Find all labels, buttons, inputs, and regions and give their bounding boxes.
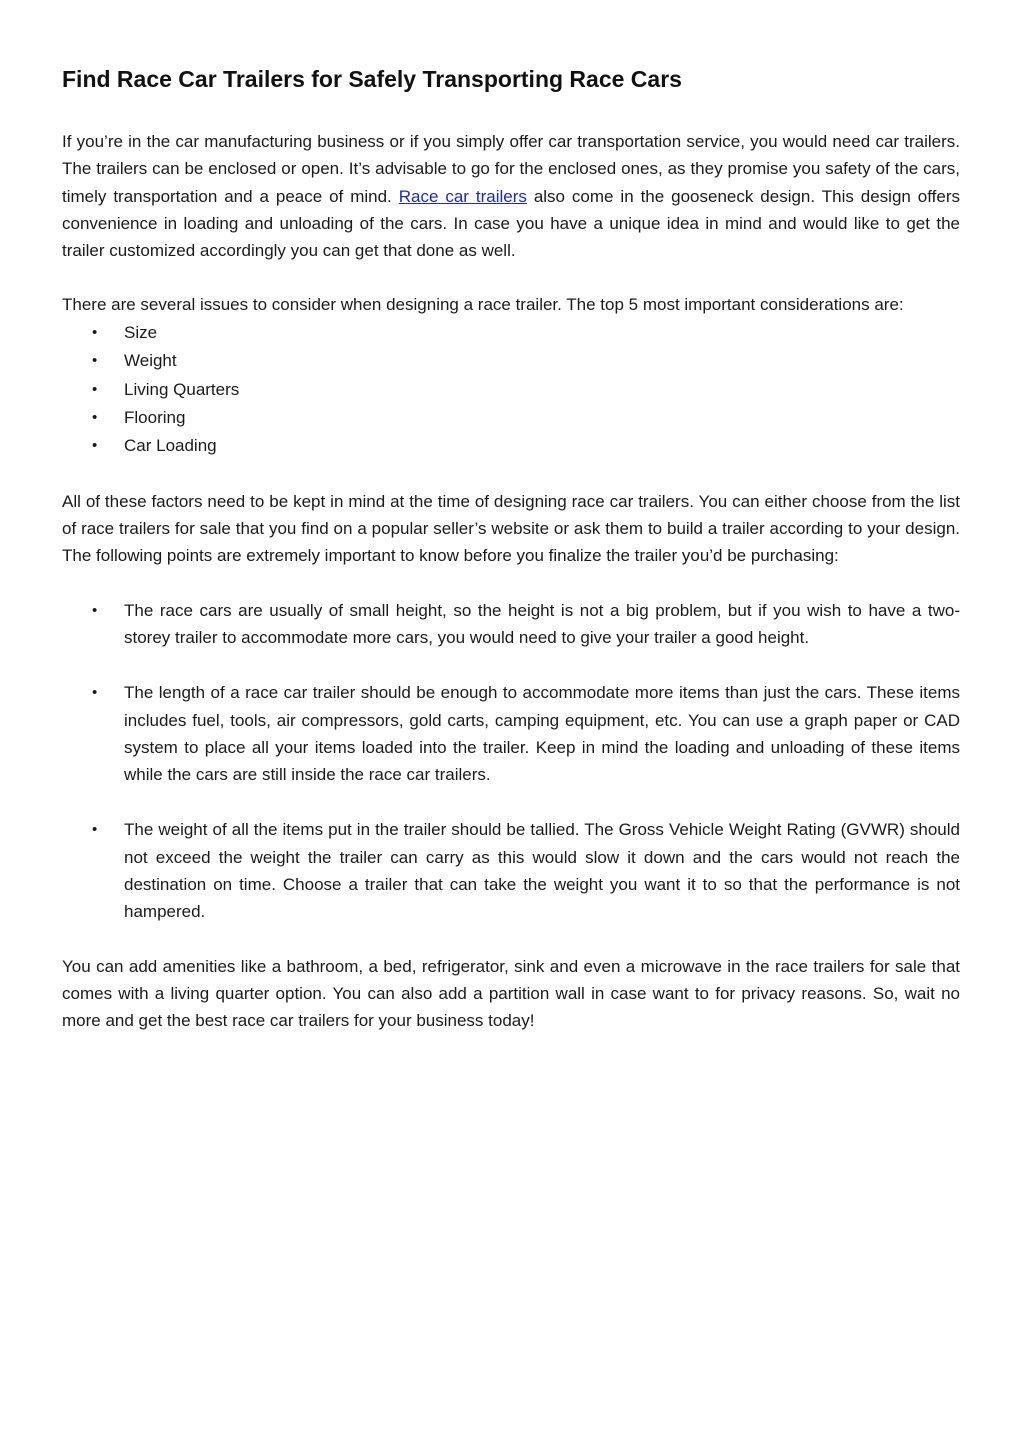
spacer [62,570,960,597]
list-item-label: Weight [124,351,177,371]
list-item-label: Size [124,322,158,342]
bullet-icon: • [92,409,98,426]
race-car-trailers-link[interactable]: Race car trailers [398,186,527,206]
list-item-label: Flooring [124,408,186,427]
bullet-icon: • [92,601,98,619]
amenities-paragraph: You can add amenities like a bathroom, a bed, refrigerator, sink and even a microwave in the race trailers for sale that comes with a living quarter option. You can also add a partition wall in case want to for privacy reasons. So, wait no more and get the best race car trailers for your business today! [62,956,960,1031]
list-item-text: The race cars are usually of small height, so the height is not a big problem, but if you wish to have a two-storey trailer to accommodate more cars, you would need to give your trailer a good height. [124,600,960,647]
list-item [62,679,960,788]
bullet-icon: • [92,380,98,398]
list-item [62,376,960,404]
list-item [62,319,960,347]
list-item [62,347,960,375]
considerations-intro-paragraph: There are several issues to consider when designing a race trailer. The top 5 most important considerations are: [62,295,904,315]
intro-text-before-link: If you’re in the car manufacturing business or if you simply offer car transportation service, you would need car trailers. The trailers can be enclosed or open. It’s advisable to go for the enclosed ones, as they promise you safety of the cars, timely transportation and a peace of mind. [62,132,960,206]
list-item [62,404,960,432]
factors-paragraph: All of these factors need to be kept in mind at the time of designing race car trailers. You can either choose from the list of race trailers for sale that you find on a popular seller’s website or ask them to build a trailer according to your design. The following points are extremely important to know before you finalize the trailer you’d be purchasing: [62,491,960,566]
list-item [62,432,960,460]
list-item [62,597,960,652]
bullet-icon: • [92,684,98,702]
bullet-icon: • [92,352,98,370]
list-item-label: Living Quarters [124,379,240,399]
list-item-label: Car Loading [124,436,217,456]
spacer [62,461,960,488]
bullet-icon: • [92,437,98,455]
list-item [62,816,960,925]
intro-text-after-link: also come in the gooseneck design. This design offers convenience in loading and unloading of the cars. In case you have a unique idea in mind and would like to get the trailer customized accordingly you can get that done as well. [62,186,960,261]
intro-paragraph [62,128,960,264]
list-item-text: The length of a race car trailer should be enough to accommodate more items than just the cars. These items includes fuel, tools, air compressors, gold carts, camping equipment, etc. You can use a graph paper or CAD system to place all your items loaded into the trailer. Keep in mind the loading and unloading of these items while the cars are still inside the race car trailers. [124,683,960,785]
spacer [62,264,960,291]
bullet-icon: • [92,323,98,341]
important-points-list [62,597,960,926]
bullet-icon: • [92,821,98,839]
considerations-list [62,319,960,461]
list-item-text: The weight of all the items put in the trailer should be tallied. The Gross Vehicle Weight Rating (GVWR) should not exceed the weight the trailer can carry as this would slow it down and the cars would not reach the destination on time. Choose a trailer that can take the weight you want it to so that the performance is not hampered. [124,820,960,922]
document-page [62,62,960,1035]
page-title: Find Race Car Trailers for Safely Transporting Race Cars [62,66,682,92]
